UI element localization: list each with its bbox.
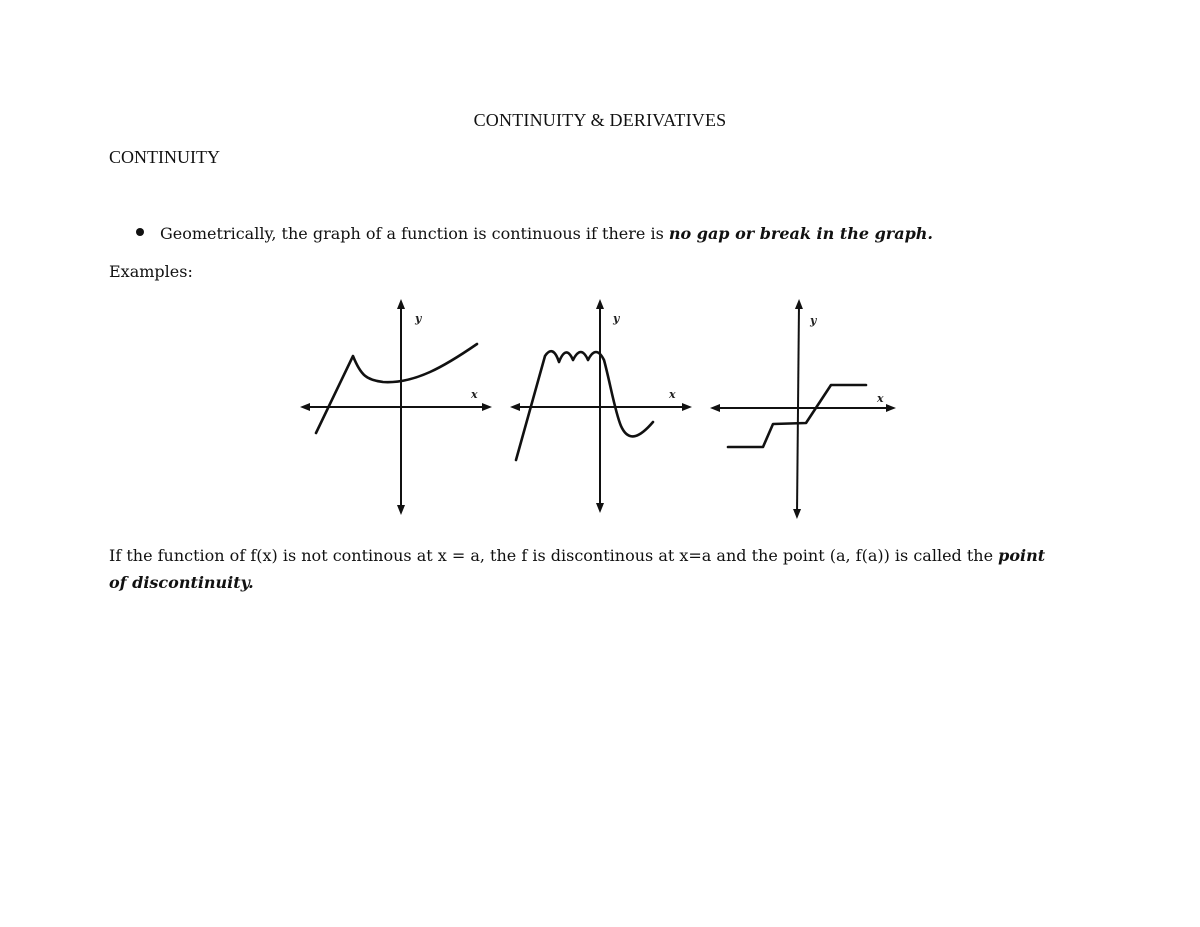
function-curve — [516, 351, 653, 460]
example-graph-3 — [715, 304, 891, 514]
bullet-icon — [136, 228, 144, 236]
example-graph-1 — [305, 304, 487, 510]
figures-svg — [295, 296, 905, 521]
bullet-item — [136, 223, 933, 245]
page-title: CONTINUITY & DERIVATIVES — [473, 110, 727, 130]
paragraph-text: If the function of f(x) is not continous at x = a, the f is discontinous at x=a and the point (a, f(a)) is called the — [109, 546, 999, 565]
example-figures — [295, 296, 905, 525]
x-axis-label: x — [471, 388, 478, 401]
examples-label: Examples: — [109, 262, 193, 281]
x-axis-label: x — [669, 388, 676, 401]
example-graph-2 — [515, 304, 687, 508]
x-axis-label: x — [877, 392, 884, 405]
discontinuity-paragraph — [109, 542, 1059, 596]
y-axis — [797, 304, 799, 514]
paragraph-emphasis: point of discontinuity. — [109, 546, 1046, 592]
y-axis-label: y — [415, 312, 422, 325]
y-axis-label: y — [810, 314, 817, 327]
bullet-text: Geometrically, the graph of a function is continuous if there is — [160, 224, 669, 243]
function-curve — [316, 344, 477, 433]
section-heading: CONTINUITY — [109, 147, 220, 167]
bullet-emphasis: no gap or break in the graph. — [668, 224, 933, 243]
y-axis-label: y — [613, 312, 620, 325]
